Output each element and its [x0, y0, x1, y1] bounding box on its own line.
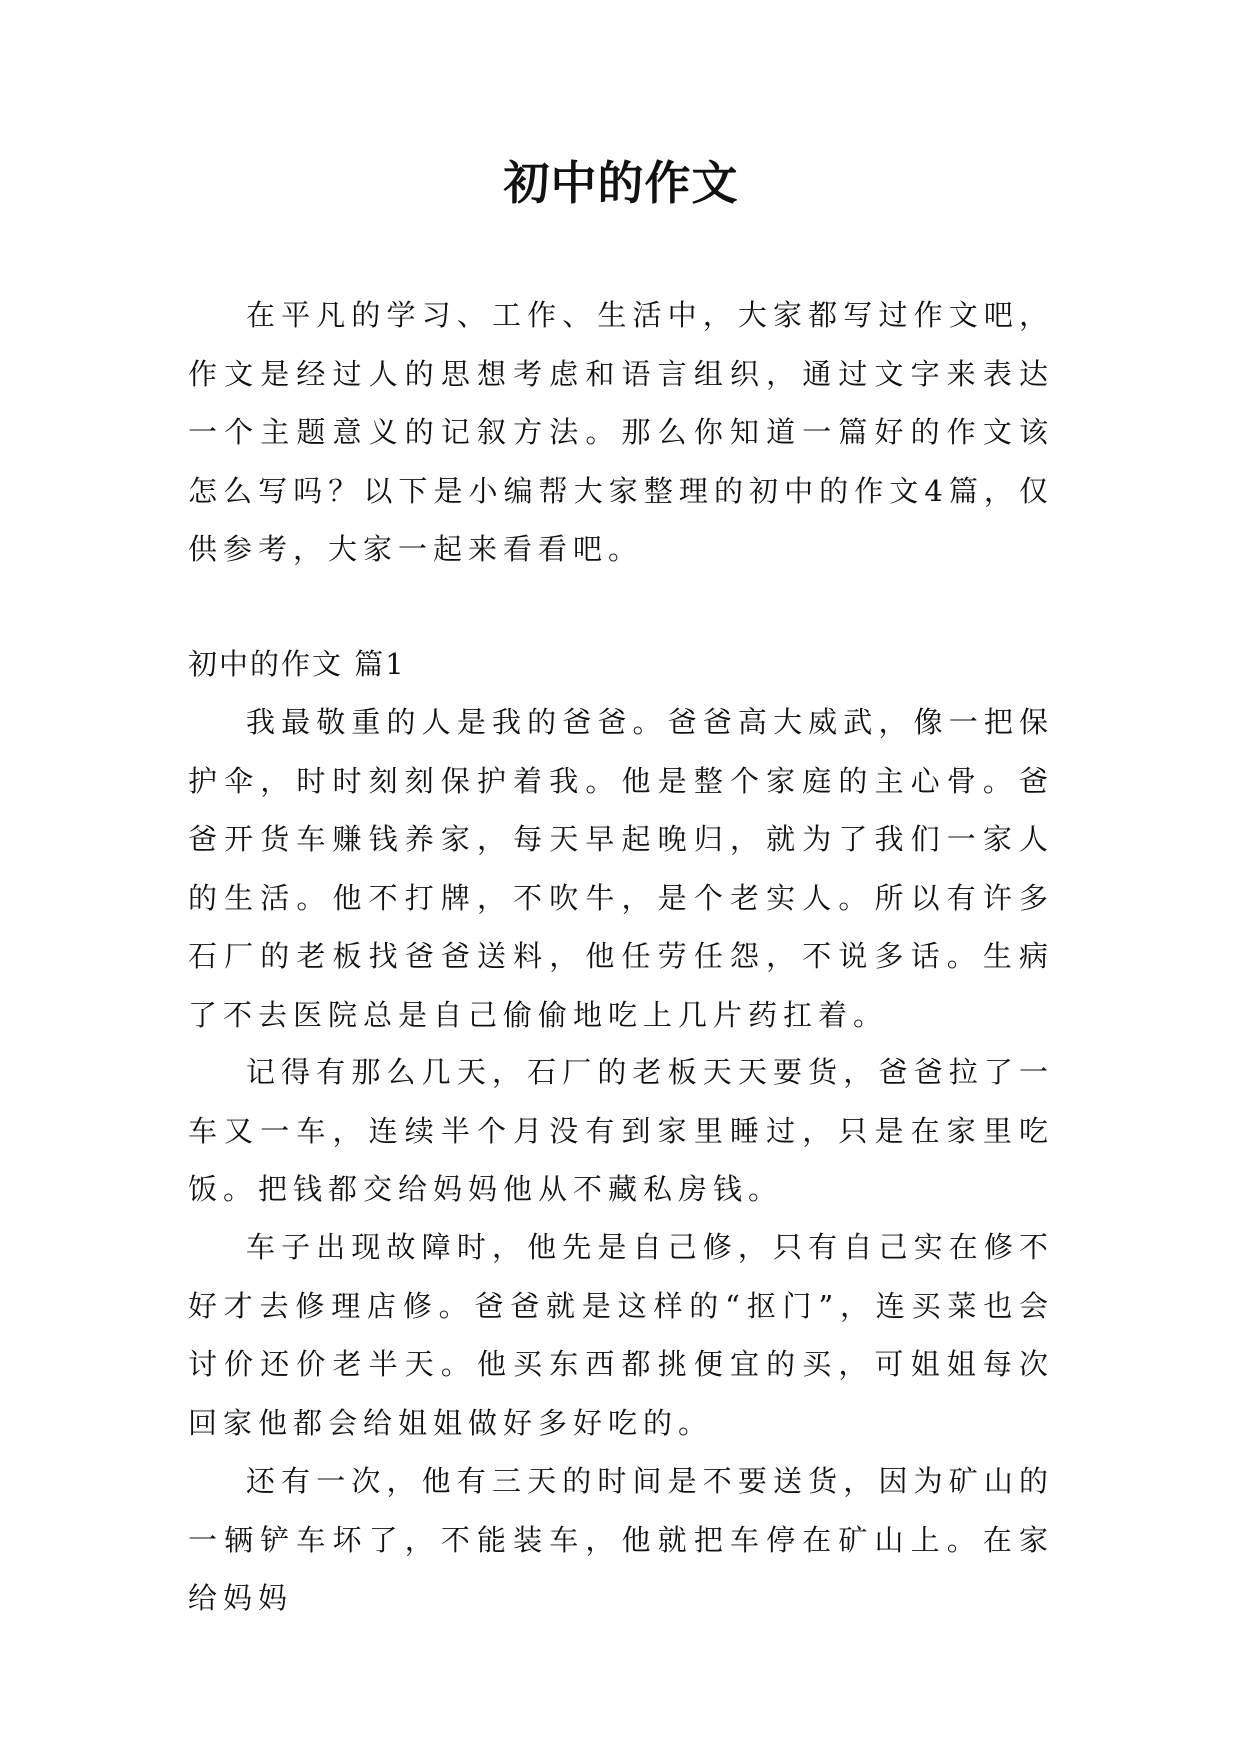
intro-paragraph: 在平凡的学习、工作、生活中，大家都写过作文吧，作文是经过人的思想考虑和语言组织，通过文字来表达一个主题意义的记叙方法。那么你知道一篇好的作文该怎么写吗？以下是小编帮大家整理的初中的作文4篇，仅供参考，大家一起来看看吧。: [188, 298, 1054, 566]
body-paragraph: 记得有那么几天，石厂的老板天天要货，爸爸拉了一车又一车，连续半个月没有到家里睡过，只是在家里吃饭。把钱都交给妈妈他从不藏私房钱。: [188, 1055, 1054, 1206]
body-paragraph: 我最敬重的人是我的爸爸。爸爸高大威武，像一把保护伞，时时刻刻保护着我。他是整个家庭的主心骨。爸爸开货车赚钱养家，每天早起晚归，就为了我们一家人的生活。他不打牌，不吹牛，是个老实人。所以有许多石厂的老板找爸爸送料，他任劳任怨，不说多话。生病了不去医院总是自己偷偷地吃上几片药扛着。: [188, 705, 1054, 1032]
document-page: [188, 0, 1054, 1754]
body-paragraph: 车子出现故障时，他先是自己修，只有自己实在修不好才去修理店修。爸爸就是这样的“抠门”，连买菜也会讨价还价老半天。他买东西都挑便宜的买，可姐姐每次回家他都会给姐姐做好多好吃的。: [188, 1230, 1054, 1440]
section-heading: 初中的作文 篇1: [188, 647, 406, 681]
body-paragraph: 还有一次，他有三天的时间是不要送货，因为矿山的一辆铲车坏了，不能装车，他就把车停在矿山上。在家给妈妈: [188, 1464, 1054, 1615]
document-title: 初中的作文: [503, 156, 739, 210]
